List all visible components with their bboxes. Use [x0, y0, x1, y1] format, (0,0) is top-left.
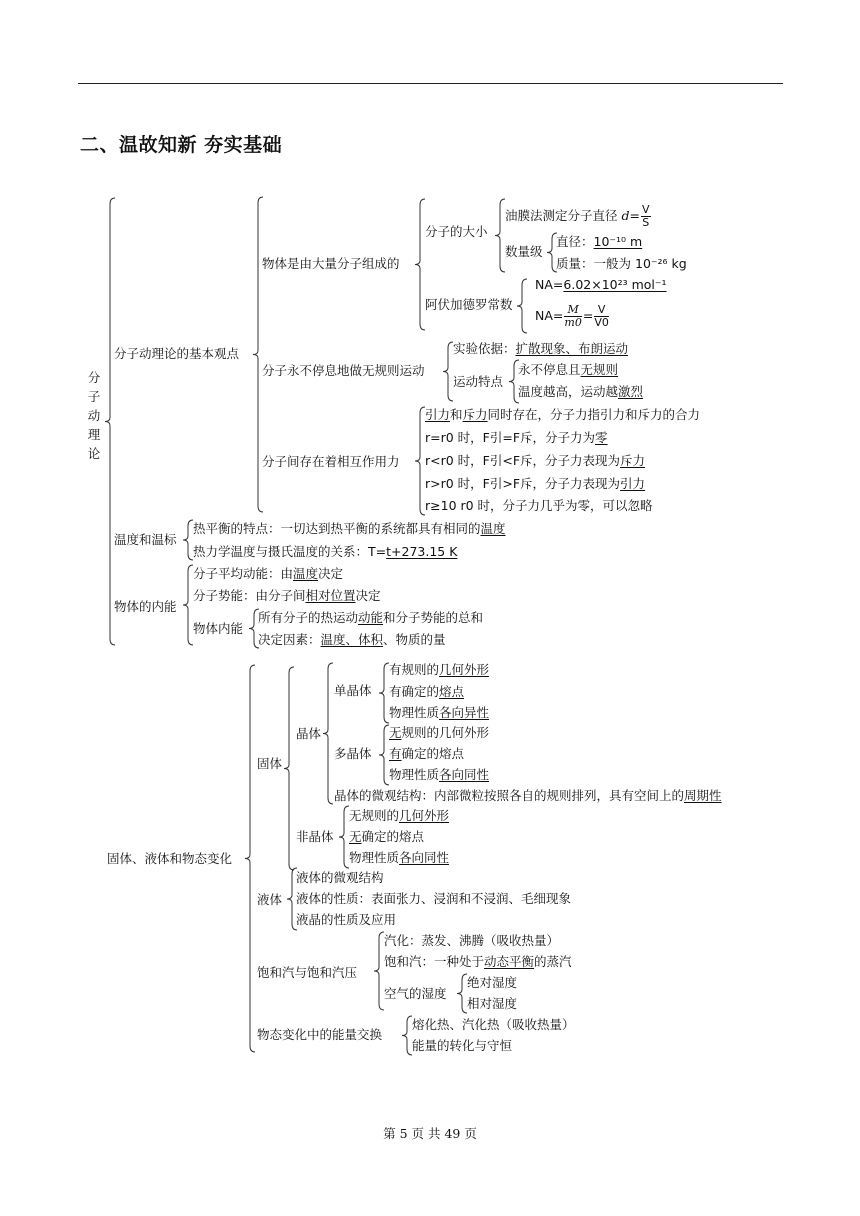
node-energy-2: 能量的转化与守恒	[412, 1038, 513, 1053]
brace-8	[415, 407, 425, 515]
node-internal-energy: 物体的内能	[114, 599, 177, 614]
node-liquid-3: 液晶的性质及应用	[296, 912, 397, 927]
brace-17	[339, 806, 349, 868]
node-amorphous-1: 无规则的几何外形	[349, 808, 450, 823]
node-single-1: 有规则的几何外形	[389, 662, 490, 677]
brace-5	[517, 279, 527, 333]
node-object-internal-energy: 物体内能	[193, 621, 244, 636]
node-na-value: NA=6.02×10²³ mol⁻¹	[535, 277, 667, 292]
node-amorphous: 非晶体	[296, 829, 334, 844]
node-amorphous-2: 无确定的熔点	[349, 829, 425, 844]
node-poly-1: 无规则的几何外形	[389, 725, 490, 740]
node-kinetic-energy: 分子平均动能：由温度决定	[193, 566, 344, 581]
brace-9	[183, 520, 193, 560]
node-liquid: 液体	[257, 892, 283, 907]
node-irregular-motion: 分子永不停息地做无规则运动	[262, 363, 425, 378]
brace-2	[415, 199, 425, 330]
root-label-char: 论	[87, 446, 101, 461]
node-feature1: 永不停息且无规则	[518, 362, 619, 377]
brace-19	[374, 932, 384, 1010]
node-magnitude: 数量级	[505, 244, 543, 259]
node-crystal-micro: 晶体的微观结构：内部微粒按照各自的规则排列，具有空间上的周期性	[334, 788, 722, 803]
brace-10	[183, 565, 193, 645]
root-states-of-matter: 固体、液体和物态变化	[107, 851, 233, 866]
brace-12	[245, 665, 255, 1052]
node-single-crystal: 单晶体	[334, 683, 372, 698]
node-energy-exchange: 物态变化中的能量交换	[257, 1027, 383, 1042]
node-saturated-vapor: 饱和汽与饱和汽压	[257, 965, 358, 980]
brace-14	[323, 663, 333, 804]
brace-15	[379, 663, 389, 723]
node-poly-2: 有确定的熔点	[389, 746, 465, 761]
node-na-formula: NA= $\frac{M}{m0}$ = $\frac{V}{V0}$	[535, 303, 609, 329]
root-label-char: 子	[87, 389, 101, 404]
node-single-3: 物理性质各向异性	[389, 705, 490, 720]
node-thermal-equilibrium: 热平衡的特点：一切达到热平衡的系统都具有相同的温度	[193, 521, 506, 536]
root-label-molecular-theory	[87, 368, 101, 463]
root-label-char: 理	[87, 427, 101, 442]
node-crystal: 晶体	[296, 726, 322, 741]
brace-0	[105, 198, 115, 645]
node-relative-humidity: 相对湿度	[467, 996, 518, 1011]
brace-3	[495, 199, 505, 272]
page-number: 第 5 页 共 49 页	[383, 1126, 477, 1141]
node-humidity: 空气的湿度	[384, 986, 447, 1001]
node-evidence: 实验依据：扩散现象、布朗运动	[453, 341, 629, 356]
node-vaporization: 汽化：蒸发、沸腾（吸收热量）	[384, 933, 560, 948]
node-poly-3: 物理性质各向同性	[389, 767, 490, 782]
fraction-v-over-s: $\frac{V}{S}$	[641, 203, 650, 229]
node-force2: r=r0 时，F引=F斥，分子力为零	[425, 430, 608, 445]
node-size: 分子的大小	[425, 224, 488, 239]
node-liquid-2: 液体的性质：表面张力、浸润和不浸润、毛细现象	[296, 891, 572, 906]
brace-21	[402, 1016, 412, 1055]
root-label-char: 动	[87, 408, 101, 423]
node-potential-energy: 分子势能：由分子间相对位置决定	[193, 588, 381, 603]
brace-20	[457, 974, 467, 1013]
brace-16	[379, 725, 389, 785]
node-force5: r≥10 r0 时，分子力几乎为零，可以忽略	[425, 498, 653, 513]
brace-6	[443, 342, 453, 401]
node-oil-film: 油膜法测定分子直径 d= $\frac{V}{S}$	[505, 203, 650, 229]
node-poly-crystal: 多晶体	[334, 746, 372, 761]
section-title: 二、温故知新 夯实基础	[80, 134, 283, 156]
node-ie-factors: 决定因素：温度、体积、物质的量	[258, 632, 446, 647]
node-solid: 固体	[257, 756, 283, 771]
fraction-m-over-m0: $\frac{M}{m0}$	[564, 303, 582, 329]
node-force3: r<r0 时，F引<F斥，分子力表现为斥力	[425, 453, 646, 468]
node-temperature-relation: 热力学温度与摄氏温度的关系：T=t+273.15 K	[193, 544, 458, 559]
node-energy-1: 熔化热、汽化热（吸收热量）	[412, 1017, 575, 1032]
node-composed: 物体是由大量分子组成的	[262, 256, 400, 271]
node-mass: 质量：一般为 10⁻²⁶ kg	[556, 256, 687, 271]
node-feature2: 温度越高，运动越激烈	[518, 384, 644, 399]
node-single-2: 有确定的熔点	[389, 684, 465, 699]
brace-13	[284, 667, 294, 870]
fraction-v-over-v0: $\frac{V}{V0}$	[594, 303, 609, 329]
node-diameter: 直径：10⁻¹⁰ m	[556, 234, 643, 249]
node-liquid-1: 液体的微观结构	[296, 870, 384, 885]
node-avogadro: 阿伏加德罗常数	[425, 297, 513, 312]
node-amorphous-3: 物理性质各向同性	[349, 850, 450, 865]
node-absolute-humidity: 绝对湿度	[467, 975, 518, 990]
node-interaction: 分子间存在着相互作用力	[262, 454, 400, 469]
node-force1: 引力和斥力同时存在，分子力指引力和斥力的合力	[425, 407, 701, 422]
root-label-char: 分	[87, 370, 101, 385]
node-force4: r>r0 时，F引>F斥，分子力表现为引力	[425, 476, 646, 491]
node-temperature: 温度和温标	[114, 532, 177, 547]
node-motion-features: 运动特点	[453, 374, 504, 389]
node-basic-view: 分子动理论的基本观点	[114, 346, 240, 361]
node-ie-definition: 所有分子的热运动动能和分子势能的总和	[258, 610, 484, 625]
node-saturated-vapor-def: 饱和汽：一种处于动态平衡的蒸汽	[384, 954, 572, 969]
